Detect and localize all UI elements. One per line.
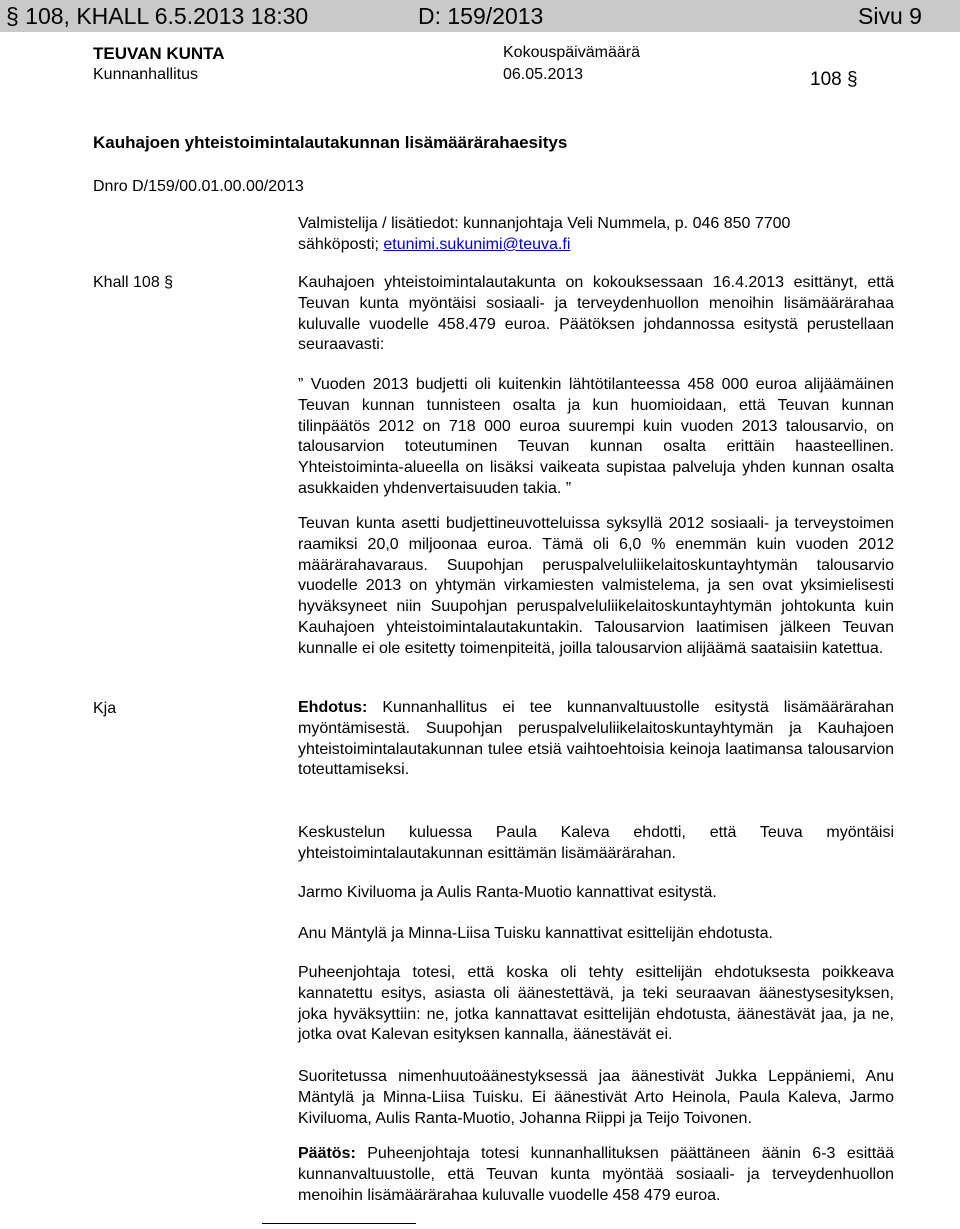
discussion-paragraph-5: Suoritetussa nimenhuutoäänestyksessä jaa äänestivät Jukka Leppäniemi, Anu Mäntylä ja Minna-Liisa Tuisku. Ei äänestivät Arto Heinola, Paula Kaleva, Jarmo Kiviluoma, Aulis Ranta-Muotio, Johanna Riippi ja Teijo Toivonen. xyxy=(298,1068,894,1127)
decision-text: Puheenjohtaja totesi kunnanhallituksen päättäneen äänin 6-3 esittää kunnanvaltuustolle, että Teuvan kunta myöntää sosiaali- ja terveydenhuollon menoihin lisämäärärahaa kuluvalle vuodelle 458 479 euroa. xyxy=(298,1145,894,1204)
kja-label: Kja xyxy=(93,700,117,717)
section-number: 108 § xyxy=(810,69,858,90)
discussion-paragraph-2: Jarmo Kiviluoma ja Aulis Ranta-Muotio kannattivat esitystä. xyxy=(298,884,717,901)
proposal-text: Kunnanhallitus ei tee kunnanvaltuustolle esitystä lisämäärärahan myöntämisestä. Suupohjan peruspalveluliikelaitoskuntayhtymän ja Kauhajoen yhteistoimintalautakunnan tulee etsiä vaihtoehtoisia keinoja laatimansa talousarvion toteuttamiseksi. xyxy=(298,699,894,779)
section-date-stamp: § 108, KHALL 6.5.2013 18:30 xyxy=(6,3,309,29)
organization-name: TEUVAN KUNTA xyxy=(93,44,225,63)
page-number: Sivu 9 xyxy=(858,3,922,29)
email-link[interactable]: etunimi.sukunimi@teuva.fi xyxy=(383,236,571,253)
preparer-email-line xyxy=(298,236,570,254)
footer-rule xyxy=(262,1223,416,1224)
decision-label: Päätös: xyxy=(298,1145,356,1162)
khall-paragraph-1: Kauhajoen yhteistoimintalautakunta on kokouksessaan 16.4.2013 esittänyt, että Teuvan kunta myöntäisi sosiaali- ja terveydenhuollon menoihin lisämäärärahaa kuluvalle vuodelle 458.479 euroa. Päätöksen johdannossa esitystä perustellaan seuraavasti: xyxy=(298,274,894,354)
decision-paragraph xyxy=(298,1144,894,1206)
meeting-date: 06.05.2013 xyxy=(503,66,584,83)
diary-reference: Dnro D/159/00.01.00.00/2013 xyxy=(93,178,304,195)
preparer-line: Valmistelija / lisätiedot: kunnanjohtaja Veli Nummela, p. 046 850 7700 xyxy=(298,215,791,232)
meeting-date-label: Kokouspäivämäärä xyxy=(503,44,640,61)
document-title: Kauhajoen yhteistoimintalautakunnan lisämäärärahaesitys xyxy=(93,133,568,152)
body-name: Kunnanhallitus xyxy=(93,66,198,83)
discussion-paragraph-4: Puheenjohtaja totesi, että koska oli tehty esittelijän ehdotuksesta poikkeava kannatettu esitys, asiasta oli äänestettävä, ja teki seuraavan äänestysesityksen, joka hyväksyttiin: ne, jotka kannattavat esittelijän ehdotusta, äänestävät jaa, ja ne, jotka ovat Kalevan esityksen kannalla, äänestävät ei. xyxy=(298,964,894,1044)
proposal-label: Ehdotus: xyxy=(298,699,368,716)
email-label: sähköposti; xyxy=(298,236,384,253)
khall-label: Khall 108 § xyxy=(93,274,174,291)
khall-paragraph-2: Teuvan kunta asetti budjettineuvotteluissa syksyllä 2012 sosiaali- ja terveystoimen raamiksi 20,0 miljoonaa euroa. Tämä oli 6,0 % enemmän kuin vuoden 2012 määrärahavaraus. Suupohjan peruspalveluliikelaitoskuntayhtymän talousarvio vuodelle 2013 on yhtymän virkamiesten valmistelema, ja sen ovat yksimielisesti hyväksyneet niin Suupohjan peruspalveluliikelaitoskuntayhtymän johtokunta kuin Kauhajoen yhteistoimintalautakuntakin. Talousarvion laatimisen jälkeen Teuvan kunnalle ei ole esitetty toimenpiteitä, joilla talousarvion alijäämä saataisiin katettua. xyxy=(298,515,894,657)
proposal-paragraph xyxy=(298,698,894,781)
discussion-paragraph-3: Anu Mäntylä ja Minna-Liisa Tuisku kannattivat esittelijän ehdotusta. xyxy=(298,925,773,942)
discussion-paragraph-1: Keskustelun kuluessa Paula Kaleva ehdotti, että Teuva myöntäisi yhteistoimintalautakunnan esittämän lisämäärärahan. xyxy=(298,824,894,862)
khall-quote: ” Vuoden 2013 budjetti oli kuitenkin lähtötilanteessa 458 000 euroa alijäämäinen Teuvan kunnan tunnisteen osalta ja kun huomioidaan, että Teuvan kunnan tilinpäätös 2012 on 718 000 euroa suurempi kuin vuoden 2013 talousarvio, on talousarvion toteutuminen Teuvan kunnan osalta erittäin haasteellinen. Yhteistoiminta-alueella on lisäksi vaikeata supistaa palveluja yhden kunnan osalta asukkaiden yhdenvertaisuuden takia. ” xyxy=(298,376,894,497)
document-header-bar xyxy=(0,0,960,32)
diary-number: D: 159/2013 xyxy=(418,3,544,29)
